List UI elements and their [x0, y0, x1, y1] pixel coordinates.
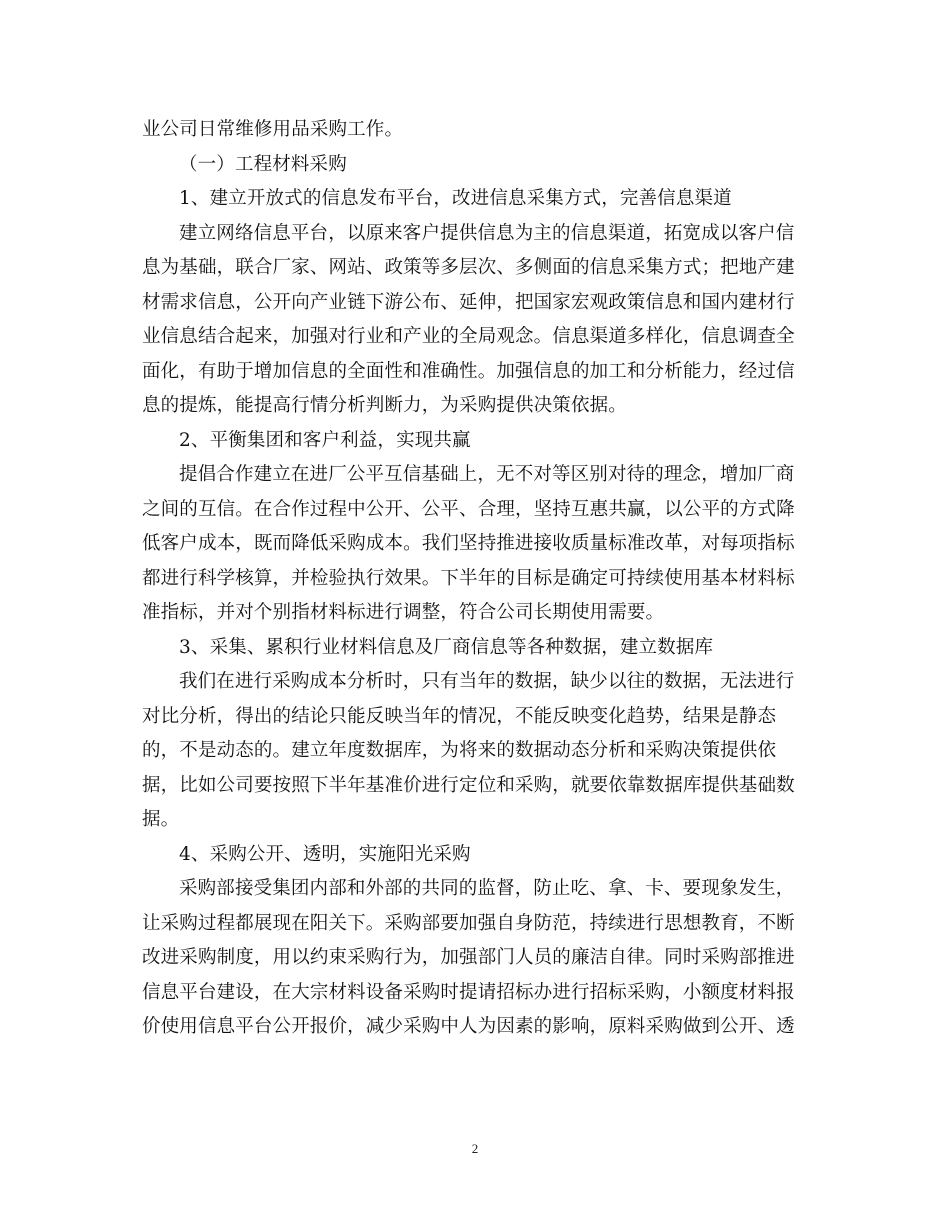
section-heading: 3、采集、累积行业材料信息及厂商信息等各种数据，建立数据库 — [179, 636, 714, 658]
section-heading: 4、采购公开、透明，实施阳光采购 — [179, 843, 471, 865]
text-line: 都进行科学核算，并检验执行效果。下半年的目标是确定可持续使用基本材料标 — [142, 567, 795, 589]
text-line: 建立网络信息平台，以原来客户提供信息为主的信息渠道，拓宽成以客户信 — [179, 222, 795, 244]
text-line: 之间的互信。在合作过程中公开、公平、合理，坚持互惠共赢，以公平的方式降 — [142, 498, 795, 520]
text-line: 的，不是动态的。建立年度数据库，为将来的数据动态分析和采购决策提供依 — [142, 740, 777, 761]
text-line: 对比分析，得出的结论只能反映当年的情况，不能反映变化趋势，结果是静态 — [142, 705, 777, 727]
page-number: 2 — [471, 1141, 479, 1156]
text-line: 提倡合作建立在进厂公平互信基础上，无不对等区别对待的理念，增加厂商 — [179, 464, 795, 485]
text-line: 业信息结合起来，加强对行业和产业的全局观念。信息渠道多样化，信息调查全 — [142, 326, 795, 347]
text-line: 业公司日常维修用品采购工作。 — [142, 119, 404, 140]
text-line: 让采购过程都展现在阳关下。采购部要加强自身防范，持续进行思想教育，不断 — [142, 912, 795, 934]
section-heading: 1、建立开放式的信息发布平台，改进信息采集方式，完善信息渠道 — [179, 188, 732, 209]
text-line: 准指标，并对个别指材料标进行调整，符合公司长期使用需要。 — [142, 602, 665, 623]
text-line: 息的提炼，能提高行情分析判断力，为采购提供决策依据。 — [142, 395, 627, 416]
text-line: 低客户成本，既而降低采购成本。我们坚持推进接收质量标准改革，对每项指标 — [142, 533, 795, 554]
text-line: 据，比如公司要按照下半年基准价进行定位和采购，就要依靠数据库提供基础数 — [142, 774, 795, 796]
text-line: 信息平台建设，在大宗材料设备采购时提请招标办进行招标采购，小额度材料报 — [142, 981, 795, 1003]
text-line: 我们在进行采购成本分析时，只有当年的数据，缺少以往的数据，无法进行 — [179, 671, 795, 692]
text-line: 改进采购制度，用以约束采购行为，加强部门人员的廉洁自律。同时采购部推进 — [142, 947, 795, 968]
text-line: 价使用信息平台公开报价，减少采购中人为因素的影响，原料采购做到公开、透 — [142, 1016, 795, 1037]
text-line: 息为基础，联合厂家、网站、政策等多层次、多侧面的信息采集方式；把地产建 — [142, 257, 795, 278]
text-line: 采购部接受集团内部和外部的共同的监督，防止吃、拿、卡、要现象发生， — [179, 878, 795, 899]
document-body — [142, 113, 808, 1045]
text-line: 面化，有助于增加信息的全面性和准确性。加强信息的加工和分析能力，经过信 — [142, 360, 795, 382]
text-line: 材需求信息，公开向产业链下游公布、延伸，把国家宏观政策信息和国内建材行 — [142, 291, 795, 313]
section-heading: 2、平衡集团和客户利益，实现共赢 — [179, 429, 471, 451]
section-heading: （一）工程材料采购 — [179, 153, 347, 175]
text-line: 据。 — [142, 809, 180, 830]
